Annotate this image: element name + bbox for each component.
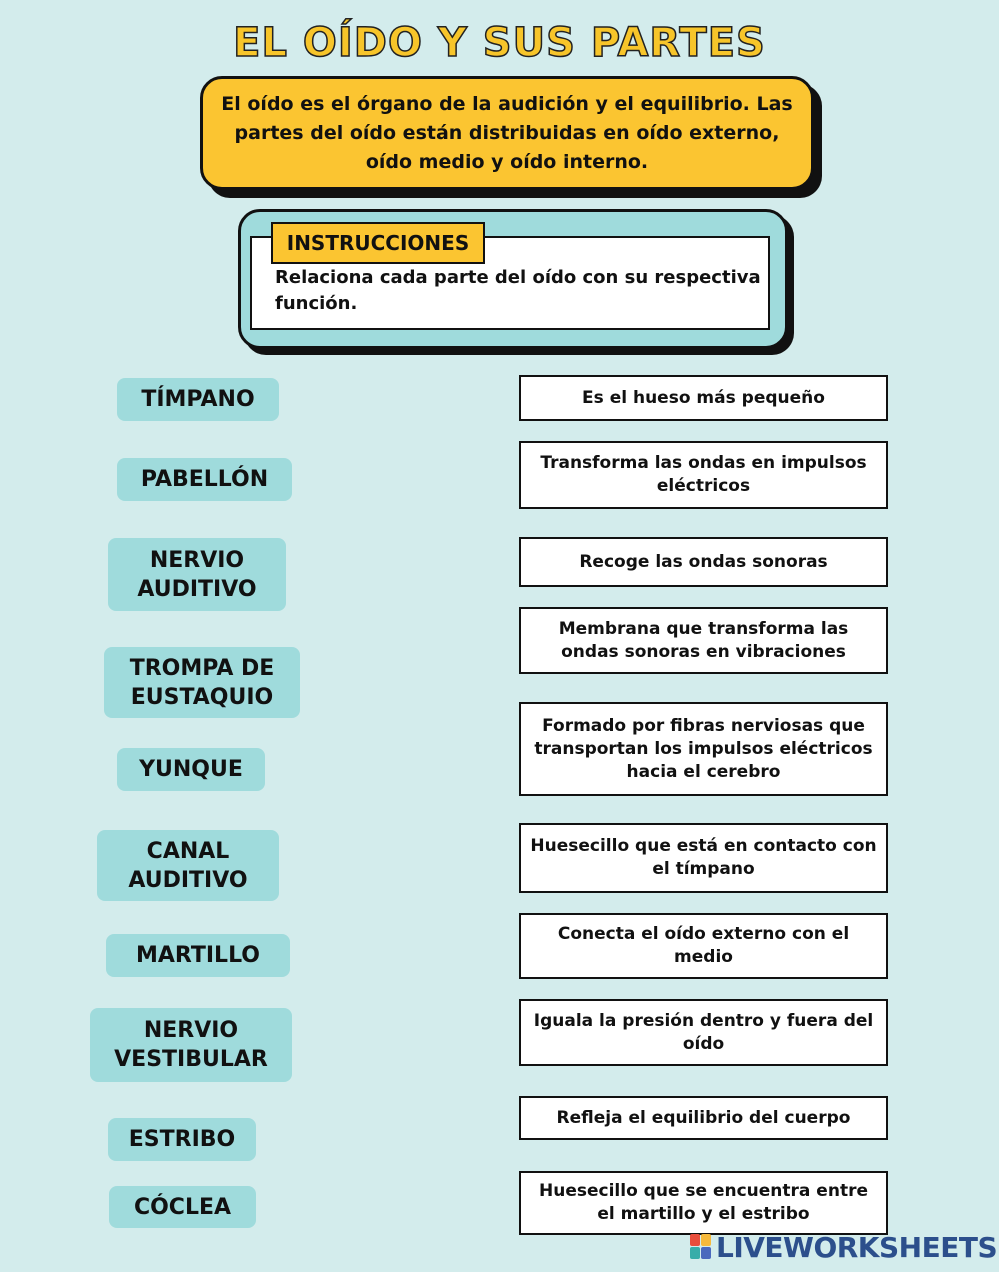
part-tympanum[interactable]: TÍMPANO <box>117 378 279 421</box>
intro-box <box>200 76 814 190</box>
function-equalizes-pressure[interactable]: Iguala la presión dentro y fuera del oído <box>519 999 888 1066</box>
part-vestibular-nerve[interactable]: NERVIO VESTIBULAR <box>90 1008 292 1082</box>
page-title: EL OÍDO Y SUS PARTES <box>233 20 766 66</box>
part-auditory-nerve[interactable]: NERVIO AUDITIVO <box>108 538 286 611</box>
function-electrical-impulses[interactable]: Transforma las ondas en impulsos eléctricos <box>519 441 888 509</box>
function-balance[interactable]: Refleja el equilibrio del cuerpo <box>519 1096 888 1140</box>
function-smallest-bone[interactable]: Es el hueso más pequeño <box>519 375 888 421</box>
logo-text: LIVEWORKSHEETS <box>716 1230 998 1264</box>
intro-text: El oído es el órgano de la audición y el equilibrio. Las partes del oído están distribuidas en oído externo, oído medio y oído interno. <box>221 92 793 173</box>
function-nerve-fibers[interactable]: Formado por fibras nerviosas que transportan los impulsos eléctricos hacia el cerebro <box>519 702 888 796</box>
part-ear-canal[interactable]: CANAL AUDITIVO <box>97 830 279 901</box>
instructions-label: INSTRUCCIONES <box>271 222 485 264</box>
part-cochlea[interactable]: CÓCLEA <box>109 1186 256 1228</box>
part-malleus[interactable]: MARTILLO <box>106 934 290 977</box>
function-membrane-vibrations[interactable]: Membrana que transforma las ondas sonoras en vibraciones <box>519 607 888 674</box>
function-between-malleus-stapes[interactable]: Huesecillo que se encuentra entre el martillo y el estribo <box>519 1171 888 1235</box>
function-contact-tympanum[interactable]: Huesecillo que está en contacto con el tímpano <box>519 823 888 893</box>
liveworksheets-logo-icon <box>690 1234 712 1260</box>
instructions-text: Relaciona cada parte del oído con su respectiva función. <box>275 267 761 314</box>
part-stapes[interactable]: ESTRIBO <box>108 1118 256 1161</box>
part-pinna[interactable]: PABELLÓN <box>117 458 292 501</box>
part-incus[interactable]: YUNQUE <box>117 748 265 791</box>
function-connects-outer-middle[interactable]: Conecta el oído externo con el medio <box>519 913 888 979</box>
part-eustachian-tube[interactable]: TROMPA DE EUSTAQUIO <box>104 647 300 718</box>
liveworksheets-logo <box>690 1230 997 1264</box>
function-collects-sound[interactable]: Recoge las ondas sonoras <box>519 537 888 587</box>
